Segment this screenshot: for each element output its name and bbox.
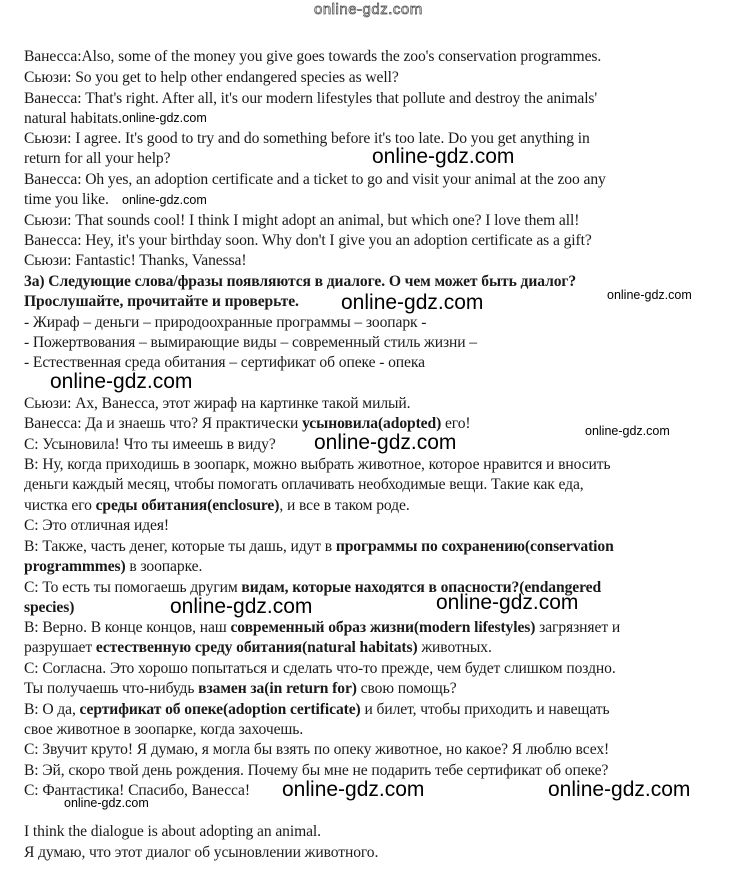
watermark: online-gdz.com	[341, 291, 484, 314]
dialogue-ru-line: разрушает естественную среду обитания(natural habitats) животных.	[24, 639, 492, 656]
dialogue-ru-line: В: Эй, скоро твой день рождения. Почему бы мне не подарить тебе сертификат об опеке?	[24, 762, 609, 779]
watermark: online-gdz.com	[607, 288, 692, 302]
dialogue-ru-line: С: Усыновила! Что ты имеешь в виду?	[24, 436, 276, 453]
task-heading-line2: Прослушайте, прочитайте и проверьте.	[24, 293, 299, 310]
task-heading	[24, 292, 299, 312]
dialogue-en-line: Ванесса:Also, some of the money you give goes towards the zoo's conservation programmes.	[24, 48, 602, 65]
dialogue-ru-line: В: Верно. В конце концов, наш современный образ жизни(modern lifestyles) загрязняет и	[24, 619, 621, 636]
watermark: online-gdz.com	[282, 778, 425, 801]
dialogue-en-line: Сьюзи: I agree. It's good to try and do something before it's too late. Do you get anything in	[24, 130, 590, 147]
dialogue-ru-line: species)	[24, 599, 75, 616]
dialogue-ru-line: С: То есть ты помогаешь другим видам, которые находятся в опасности?(endangered	[24, 579, 602, 596]
dialogue-ru-line: чистка его среды обитания(enclosure), и все в таком роде.	[24, 497, 410, 514]
dialogue-en-line: Сьюзи: That sounds cool! I think I might adopt an animal, but which one? I love them all!	[24, 212, 580, 229]
word-list-line: - Жираф – деньги – природоохранные программы – зоопарк -	[24, 314, 427, 331]
dialogue-en-line: Сьюзи: Fantastic! Thanks, Vanessa!	[24, 252, 247, 269]
watermark: online-gdz.com	[548, 778, 691, 801]
dialogue-ru-line: В: Также, часть денег, которые ты дашь, идут в программы по сохранению(conservation	[24, 538, 614, 555]
dialogue-ru-line: programmmes) в зоопарке.	[24, 558, 203, 575]
dialogue-ru-line: свое животное в зоопарке, когда захочешь.	[24, 721, 304, 738]
dialogue-en-line: Ванесса: Hey, it's your birthday soon. Why don't I give you an adoption certificate as a gift?	[24, 232, 592, 249]
watermark: online-gdz.com	[50, 370, 193, 393]
conclusion-en: I think the dialogue is about adopting an animal.	[24, 823, 321, 840]
dialogue-ru-line: Сьюзи: Ах, Ванесса, этот жираф на картинке такой милый.	[24, 395, 411, 412]
dialogue-ru-line: С: Согласна. Это хорошо попытаться и сделать что-то прежде, чем будет слишком поздно.	[24, 660, 616, 677]
task-heading-line1: 3a) Следующие слова/фразы появляются в диалоге. О чем может быть диалог?	[24, 273, 577, 290]
watermark: online-gdz.com	[436, 591, 579, 614]
dialogue-en-line: time you like.	[24, 191, 109, 208]
dialogue-ru-line: В: Ну, когда приходишь в зоопарк, можно выбрать животное, которое нравится и вносить	[24, 456, 611, 473]
watermark: online-gdz.com	[314, 431, 457, 454]
watermark: online-gdz.com	[585, 424, 670, 438]
watermark: online-gdz.com	[372, 145, 515, 168]
watermark: online-gdz.com	[122, 193, 207, 207]
watermark: online-gdz.com	[122, 111, 207, 125]
dialogue-ru-line: С: Звучит круто! Я думаю, я могла бы взять по опеку животное, но какое? Я люблю всех!	[24, 741, 610, 758]
dialogue-en-line: Сьюзи: So you get to help other endangered species as well?	[24, 69, 399, 86]
word-list-line: - Пожертвования – вымирающие виды – современный стиль жизни –	[24, 334, 477, 351]
watermark: online-gdz.com	[64, 796, 149, 810]
dialogue-en-line: Ванесса: That's right. After all, it's our modern lifestyles that pollute and destroy the animals'	[24, 90, 598, 107]
dialogue-ru-line: Ты получаешь что-нибудь взамен за(in return for) свою помощь?	[24, 680, 457, 697]
watermark-top: online-gdz.com	[314, 1, 423, 18]
dialogue-ru-line: деньги каждый месяц, чтобы помогать оплачивать необходимые вещи. Такие как еда,	[24, 476, 584, 493]
conclusion-ru: Я думаю, что этот диалог об усыновлении животного.	[24, 844, 379, 861]
dialogue-ru-line: В: О да, сертификат об опеке(adoption certificate) и билет, чтобы приходить и навещать	[24, 701, 610, 718]
dialogue-ru-line: С: Фантастика! Спасибо, Ванесса!	[24, 782, 250, 799]
dialogue-en-line: natural habitats.	[24, 110, 122, 127]
dialogue-ru-line: Ванесса: Да и знаешь что? Я практически усыновила(adopted) его!	[24, 415, 471, 432]
dialogue-ru-line: С: Это отличная идея!	[24, 517, 170, 534]
task-heading	[24, 272, 576, 292]
dialogue-en-line: Ванесса: Oh yes, an adoption certificate and a ticket to go and visit your animal at the zoo any	[24, 171, 606, 188]
watermark: online-gdz.com	[170, 595, 313, 618]
dialogue-en-line: return for all your help?	[24, 150, 171, 167]
word-list-line: - Естественная среда обитания – сертификат об опеке - опека	[24, 354, 425, 371]
